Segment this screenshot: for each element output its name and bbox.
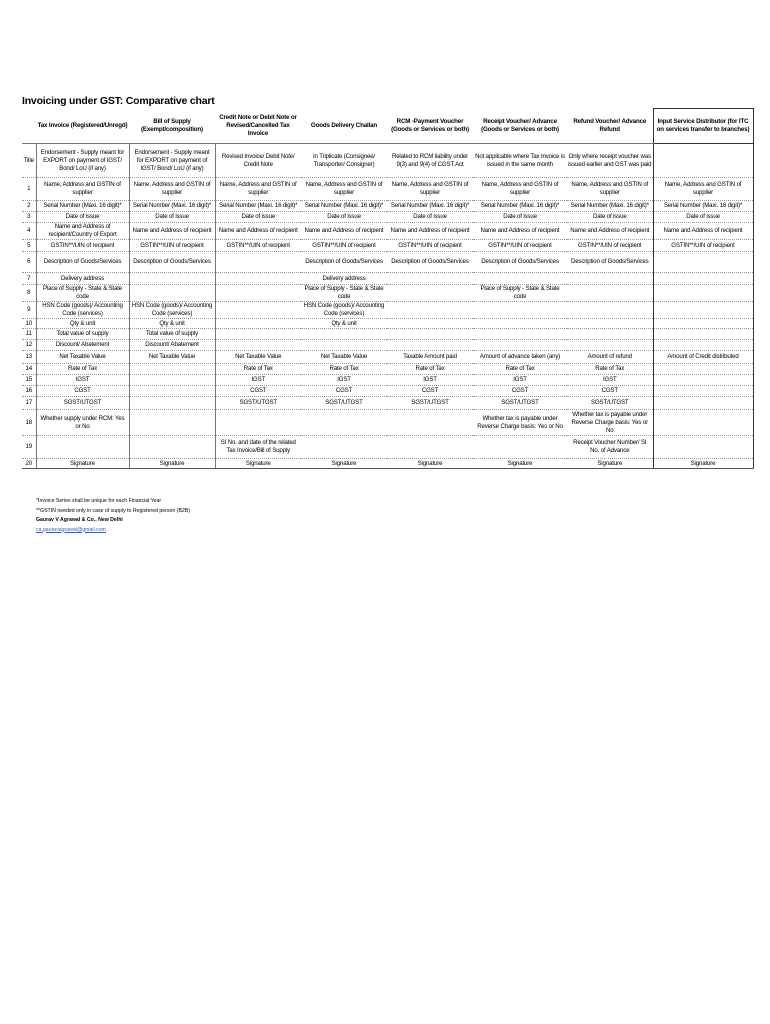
table-cell: Signature [36, 459, 129, 469]
table-cell: Name and Address of recipient [653, 223, 753, 240]
table-row [22, 375, 753, 386]
table-cell: Qty & unit [129, 319, 215, 329]
table-cell: Name, Address and GSTIN of supplier [129, 178, 215, 201]
table-cell [387, 340, 473, 351]
row-label: 8 [22, 285, 36, 302]
table-cell: Name and Address of recipient [129, 223, 215, 240]
table-cell: Serial Number (Maxi. 16 digit)* [215, 201, 301, 212]
author-email-link[interactable]: ca.gauravagrawal@gmail.com [36, 526, 106, 533]
table-cell: SGST/UTGST [387, 397, 473, 410]
table-cell [387, 329, 473, 340]
table-cell: Net Taxable Value [36, 351, 129, 364]
author-name: Gaurav V Agrawal & Co., New Delhi [36, 517, 123, 523]
table-cell: Rate of Tax [215, 364, 301, 375]
table-row [22, 340, 753, 351]
table-cell [653, 397, 753, 410]
table-cell: Name and Address of recipient [301, 223, 387, 240]
table-cell: Name, Address and GSTIN of supplier [301, 178, 387, 201]
table-cell: GSTIN**/UIN of recipient [653, 240, 753, 252]
table-cell [653, 285, 753, 302]
table-cell [473, 329, 567, 340]
table-cell [387, 436, 473, 459]
table-cell [653, 319, 753, 329]
row-label: 16 [22, 386, 36, 397]
header-row [22, 109, 753, 144]
row-label: 18 [22, 410, 36, 436]
table-cell: Description of Goods/Services [129, 252, 215, 273]
table-cell: Rate of Tax [387, 364, 473, 375]
table-cell [473, 302, 567, 319]
table-cell [653, 364, 753, 375]
table-row [22, 212, 753, 223]
table-cell: Date of issue [473, 212, 567, 223]
table-cell: Date of issue [387, 212, 473, 223]
table-cell [215, 252, 301, 273]
table-cell: Not applicable where Tax Invoice is issued in the same month [473, 144, 567, 178]
table-cell [215, 285, 301, 302]
table-cell: Description of Goods/Services [387, 252, 473, 273]
table-cell: SGST/UTGST [215, 397, 301, 410]
table-cell: Serial Number (Maxi. 16 digit)* [567, 201, 653, 212]
table-cell: Amount of Credit distributed [653, 351, 753, 364]
table-cell: Amount of advance taken (any) [473, 351, 567, 364]
table-cell: Date of issue [36, 212, 129, 223]
row-label: 11 [22, 329, 36, 340]
table-cell [653, 340, 753, 351]
table-cell: SGST/UTGST [567, 397, 653, 410]
table-cell: IGST [215, 375, 301, 386]
table-cell [567, 285, 653, 302]
table-row [22, 144, 753, 178]
row-label: 14 [22, 364, 36, 375]
table-cell: Total value of supply [129, 329, 215, 340]
table-cell [129, 436, 215, 459]
table-cell: Qty & unit [301, 319, 387, 329]
row-label: 13 [22, 351, 36, 364]
table-cell: IGST [36, 375, 129, 386]
table-cell: Amount of refund [567, 351, 653, 364]
table-cell [653, 410, 753, 436]
table-row [22, 329, 753, 340]
column-header: Refund Voucher/ Advance Refund [567, 109, 653, 144]
table-cell: Place of Supply - State & State code [301, 285, 387, 302]
table-cell: CGST [567, 386, 653, 397]
table-cell: Serial Number (Maxi. 16 digit)* [387, 201, 473, 212]
table-cell: Endorsement - Supply meant for EXPORT on payment of IGST/ Bond/ LoU (if any) [129, 144, 215, 178]
table-cell [129, 397, 215, 410]
table-cell: CGST [473, 386, 567, 397]
table-row [22, 386, 753, 397]
table-cell [215, 410, 301, 436]
table-row [22, 240, 753, 252]
row-label: 19 [22, 436, 36, 459]
table-cell: Rate of Tax [36, 364, 129, 375]
header-corner [22, 109, 36, 144]
table-cell: GSTIN**/UIN of recipient [301, 240, 387, 252]
table-cell [301, 340, 387, 351]
table-row [22, 252, 753, 273]
table-cell: GSTIN**/UIN of recipient [36, 240, 129, 252]
row-label: 15 [22, 375, 36, 386]
table-cell [653, 436, 753, 459]
table-cell: Net Taxable Value [129, 351, 215, 364]
table-cell [473, 436, 567, 459]
column-header: RCM -Payment Voucher (Goods or Services or both) [387, 109, 473, 144]
table-cell [473, 273, 567, 285]
table-row [22, 201, 753, 212]
table-row [22, 319, 753, 329]
table-cell: Revised Invoice/ Debit Note/ Credit Note [215, 144, 301, 178]
table-cell [129, 273, 215, 285]
table-cell: Only where receipt voucher was issued earlier and GST was paid [567, 144, 653, 178]
table-cell [215, 340, 301, 351]
table-cell [301, 410, 387, 436]
table-cell: Signature [129, 459, 215, 469]
table-cell: Serial Number (Maxi. 16 digit)* [129, 201, 215, 212]
row-label: Title [22, 144, 36, 178]
table-cell: Whether tax is payable under Reverse Charge basis: Yes or No [567, 410, 653, 436]
table-cell [129, 364, 215, 375]
column-header: Bill of Supply (Exempt/composition) [129, 109, 215, 144]
table-cell: Name and Address of recipient [567, 223, 653, 240]
table-cell: Name and Address of recipient [215, 223, 301, 240]
table-cell [387, 410, 473, 436]
table-cell: Signature [215, 459, 301, 469]
table-cell: Name, Address and GSTIN of supplier [567, 178, 653, 201]
table-row [22, 285, 753, 302]
table-cell: Signature [567, 459, 653, 469]
table-cell: Discount/ Abatement [36, 340, 129, 351]
table-cell: Signature [653, 459, 753, 469]
table-cell [129, 410, 215, 436]
table-cell [301, 329, 387, 340]
table-cell: Date of issue [215, 212, 301, 223]
table-cell [36, 436, 129, 459]
table-cell [215, 329, 301, 340]
table-cell: IGST [473, 375, 567, 386]
table-cell: Qty & unit [36, 319, 129, 329]
table-cell: GSTIN**/UIN of recipient [567, 240, 653, 252]
table-cell: Whether tax is payable under Reverse Charge basis: Yes or No [473, 410, 567, 436]
table-cell: CGST [215, 386, 301, 397]
table-cell: Net Taxable Value [301, 351, 387, 364]
table-cell: SI No. and date of the related Tax Invoice/Bill of Supply [215, 436, 301, 459]
table-cell [129, 285, 215, 302]
row-label: 3 [22, 212, 36, 223]
table-cell [387, 285, 473, 302]
table-cell [653, 144, 753, 178]
row-label: 17 [22, 397, 36, 410]
table-cell: Date of issue [653, 212, 753, 223]
table-cell: HSN Code (goods)/ Accounting Code (services) [36, 302, 129, 319]
table-cell [215, 302, 301, 319]
table-cell: Serial Number (Maxi. 16 digit)* [301, 201, 387, 212]
table-cell: CGST [387, 386, 473, 397]
table-cell: Name and Address of recipient/Country of Export [36, 223, 129, 240]
table-cell [387, 319, 473, 329]
table-cell [567, 302, 653, 319]
table-cell [567, 340, 653, 351]
table-cell: Delivery address [301, 273, 387, 285]
column-header: Receipt Voucher/ Advance (Goods or Services or both) [473, 109, 567, 144]
table-cell [653, 252, 753, 273]
footnote-series: *Invoice Series shall be unique for each Financial Year [36, 498, 162, 504]
table-cell: HSN Code (goods)/ Accounting Code (services) [129, 302, 215, 319]
table-cell: Taxable Amount paid [387, 351, 473, 364]
table-cell: Discount/ Abatement [129, 340, 215, 351]
table-cell: Delivery address [36, 273, 129, 285]
table-cell: Name, Address and GSTIN of supplier [653, 178, 753, 201]
table-cell [473, 319, 567, 329]
table-cell [215, 273, 301, 285]
table-cell: Description of Goods/Services [301, 252, 387, 273]
table-cell [215, 319, 301, 329]
row-label: 2 [22, 201, 36, 212]
table-cell: Place of Supply - State & State code [473, 285, 567, 302]
table-cell: IGST [301, 375, 387, 386]
table-row [22, 302, 753, 319]
table-cell [567, 273, 653, 285]
table-cell: Name and Address of recipient [473, 223, 567, 240]
table-cell: Related to RCM liability under 9(3) and 9(4) of CGST Act [387, 144, 473, 178]
table-cell: Total value of supply [36, 329, 129, 340]
footnote-gstin: **GSTIN needed only in case of supply to Registered person (B2B) [36, 507, 190, 514]
table-cell: Name and Address of recipient [387, 223, 473, 240]
table-row [22, 410, 753, 436]
table-cell: Net Taxable Value [215, 351, 301, 364]
table-cell: Rate of Tax [567, 364, 653, 375]
table-cell [653, 273, 753, 285]
table-row [22, 459, 753, 469]
table-cell: Endorsement - Supply meant for EXPORT on payment of IGST/ Bond/ LoU (if any) [36, 144, 129, 178]
table-row [22, 351, 753, 364]
table-cell: GSTIN**/UIN of recipient [387, 240, 473, 252]
table-cell: Description of Goods/Services [567, 252, 653, 273]
table-cell: Date of issue [301, 212, 387, 223]
table-cell: Place of Supply - State & State code [36, 285, 129, 302]
table-cell: Signature [473, 459, 567, 469]
table-cell: Date of issue [567, 212, 653, 223]
footnotes [36, 497, 190, 535]
table-cell: Rate of Tax [301, 364, 387, 375]
table-cell: Description of Goods/Services [473, 252, 567, 273]
table-cell: Name, Address and GSTIN of supplier [36, 178, 129, 201]
table-row [22, 178, 753, 201]
table-cell: Serial Number (Maxi. 16 digit)* [653, 201, 753, 212]
row-label: 12 [22, 340, 36, 351]
table-cell [653, 329, 753, 340]
table-cell: IGST [387, 375, 473, 386]
table-cell: Signature [387, 459, 473, 469]
row-label: 20 [22, 459, 36, 469]
table-cell: Serial Number (Maxi. 16 digit)* [36, 201, 129, 212]
column-header: Credit Note or Debit Note or Revised/Cancelled Tax Invoice [215, 109, 301, 144]
table-cell: CGST [36, 386, 129, 397]
table-cell: In Triplicate (Consignee/ Transporter/ Consigner) [301, 144, 387, 178]
table-cell: Date of issue [129, 212, 215, 223]
table-cell [129, 386, 215, 397]
table-cell: Description of Goods/Services [36, 252, 129, 273]
table-cell: GSTIN**/UIN of recipient [215, 240, 301, 252]
table-cell [129, 375, 215, 386]
table-cell [473, 340, 567, 351]
table-cell [653, 302, 753, 319]
table-cell: Name, Address and GSTIN of supplier [473, 178, 567, 201]
table-cell: Whether supply under RCM: Yes or No [36, 410, 129, 436]
table-cell: CGST [301, 386, 387, 397]
row-label: 1 [22, 178, 36, 201]
table-cell: GSTIN**/UIN of recipient [129, 240, 215, 252]
table-cell: SGST/UTGST [36, 397, 129, 410]
table-cell [387, 302, 473, 319]
table-row [22, 223, 753, 240]
table-cell [653, 375, 753, 386]
row-label: 10 [22, 319, 36, 329]
table-cell [387, 273, 473, 285]
table-cell: Name, Address and GSTIN of supplier [215, 178, 301, 201]
table-cell: SGST/UTGST [473, 397, 567, 410]
row-label: 4 [22, 223, 36, 240]
table-cell [653, 386, 753, 397]
table-cell: Name, Address and GSTIN of supplier [387, 178, 473, 201]
table-cell [301, 436, 387, 459]
table-cell: Receipt Voucher Number/ SI No. of Advance [567, 436, 653, 459]
comparison-table [22, 108, 754, 469]
table-cell: SGST/UTGST [301, 397, 387, 410]
table-cell: Signature [301, 459, 387, 469]
row-label: 7 [22, 273, 36, 285]
table-cell: IGST [567, 375, 653, 386]
table-cell: HSN Code (goods)/ Accounting Code (services) [301, 302, 387, 319]
row-label: 5 [22, 240, 36, 252]
table-row [22, 397, 753, 410]
table-cell: GSTIN**/UIN of recipient [473, 240, 567, 252]
column-header: Goods Delivery Challan [301, 109, 387, 144]
table-cell [567, 319, 653, 329]
row-label: 6 [22, 252, 36, 273]
table-row [22, 273, 753, 285]
table-cell: Rate of Tax [473, 364, 567, 375]
table-cell [567, 329, 653, 340]
column-header: Input Service Distributor (for ITC on services transfer to branches) [653, 109, 753, 144]
row-label: 9 [22, 302, 36, 319]
table-row [22, 364, 753, 375]
page-title: Invoicing under GST: Comparative chart [22, 95, 215, 107]
table-row [22, 436, 753, 459]
column-header: Tax Invoice (Registered/Unregd) [36, 109, 129, 144]
table-cell: Serial Number (Maxi. 16 digit)* [473, 201, 567, 212]
